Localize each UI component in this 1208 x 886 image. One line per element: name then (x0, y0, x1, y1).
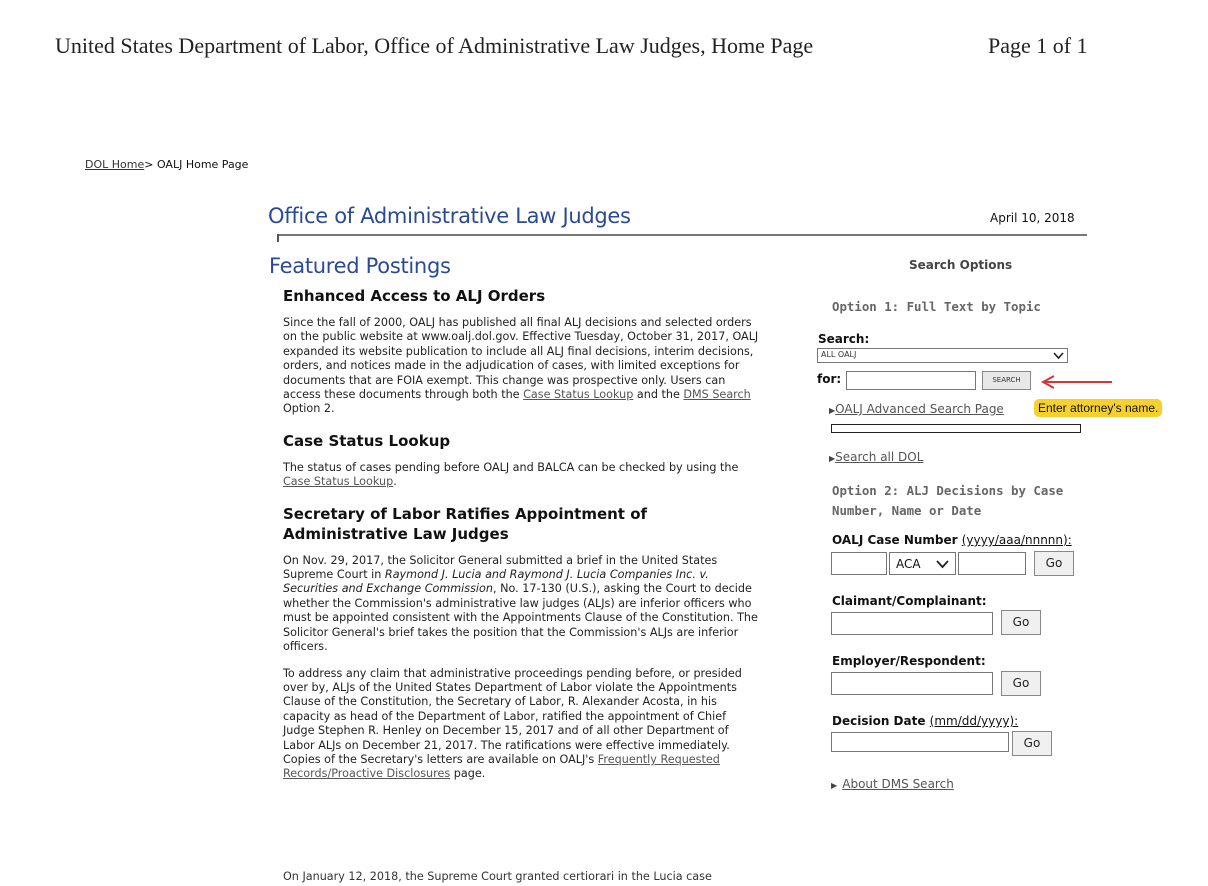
empty-bar-box (831, 424, 1081, 433)
decision-date-go-button[interactable]: Go (1012, 731, 1052, 756)
caret-right-icon: ▶ (829, 406, 836, 415)
section-text-ratification: To address any claim that administrative proceedings pending before, or presided over by, ALJs of the United States Department of Labor violate the Appointments Clause of the Constitution, the Secretary of Labor, R. Alexander Acosta, in his capacity as head of the Department of Labor, ratified the appointment of Chief Judge Stephen R. Henley on December 15, 2017 and of all other Department of Labor ALJs on December 21, 2017. The ratifications were effective immediately. Copies of the Secretary's letters are available on OALJ's Frequently Requested Records/Proactive Disclosures page. (283, 666, 742, 781)
claimant-go-button[interactable]: Go (1001, 610, 1041, 635)
employer-input[interactable] (831, 672, 993, 695)
chevron-down-icon (936, 560, 949, 569)
title-divider (277, 234, 1087, 236)
case-type-select[interactable] (889, 552, 956, 575)
page-title: Office of Administrative Law Judges (268, 204, 631, 228)
featured-postings-content (283, 286, 761, 790)
advanced-search-item (829, 398, 1004, 417)
annotation-tooltip: Enter attorney's name. (1034, 399, 1162, 417)
option-2-heading: Option 2: ALJ Decisions by Case Number, Name or Date (832, 483, 1064, 518)
claimant-label: Claimant/Complainant: (832, 594, 987, 608)
print-header-title: United States Department of Labor, Office of Administrative Law Judges, Home Page (55, 33, 814, 58)
oalj-advanced-search-link[interactable]: OALJ Advanced Search Page (835, 402, 1004, 416)
decision-date-label: Decision Date (mm/dd/yyyy): (832, 714, 1019, 728)
dms-search-link[interactable]: DMS Search (683, 388, 751, 402)
section-heading-enhanced-access: Enhanced Access to ALJ Orders (283, 287, 546, 305)
section-heading-case-status: Case Status Lookup (283, 431, 451, 450)
case-status-lookup-link-2[interactable]: Case Status Lookup (283, 475, 394, 489)
breadcrumb-current: OALJ Home Page (153, 158, 249, 171)
case-number-input[interactable] (958, 552, 1026, 575)
case-status-lookup-link[interactable]: Case Status Lookup (523, 388, 634, 402)
search-scope-value: ALL OALJ (821, 350, 857, 359)
section-text-certiorari-cutoff: On January 12, 2018, the Supreme Court granted certiorari in the Lucia case (283, 870, 712, 883)
employer-go-button[interactable]: Go (1001, 671, 1041, 696)
claimant-input[interactable] (831, 612, 993, 635)
section-text-lucia-brief: On Nov. 29, 2017, the Solicitor General submitted a brief in the United States Supreme Court in Raymond J. Lucia and Raymond J. Lucia Companies Inc. v. Securities and Exchange Commission, No. 17-130 (U.S.), asking the Court to decide whether the Commission's administrative law judges (ALJs) are inferior officers who must be appointed consistent with the Appointments Clause of the Constitution. The Solicitor General's brief takes the position that the Commission's ALJs are inferior officers. (283, 553, 758, 654)
search-all-dol-item (829, 446, 923, 465)
search-all-dol-link[interactable]: Search all DOL (835, 450, 924, 464)
case-number-go-button[interactable]: Go (1034, 551, 1074, 576)
title-divider-tick (277, 234, 279, 242)
search-scope-label: Search: (818, 332, 870, 346)
red-arrow-annotation-icon (1040, 374, 1115, 390)
breadcrumb-dol-home-link[interactable]: DOL Home (85, 158, 145, 171)
case-type-value: ACA (896, 557, 921, 571)
search-for-label: for: (817, 372, 842, 386)
employer-label: Employer/Respondent: (832, 654, 986, 668)
section-heading-secretary-ratifies: Secretary of Labor Ratifies Appointment of Administrative Law Judges (283, 504, 648, 543)
case-year-input[interactable] (831, 552, 887, 575)
featured-postings-heading: Featured Postings (269, 254, 451, 278)
page-date: April 10, 2018 (990, 211, 1075, 225)
decision-date-format: (mm/dd/yyyy): (929, 714, 1019, 728)
search-options-heading: Search Options (909, 258, 1013, 272)
caret-right-icon: ▶ (829, 454, 836, 463)
breadcrumb-separator: > (144, 158, 154, 171)
caret-right-icon: ▶ (831, 781, 838, 790)
case-number-label: OALJ Case Number (yyyy/aaa/nnnnn): (832, 533, 1072, 547)
section-text-enhanced-access: Since the fall of 2000, OALJ has published all final ALJ decisions and selected orders on the public website at www.oalj.dol.gov. Effective Tuesday, October 31, 2017, OALJ expanded its website publication to include all ALJ final decisions, interim decisions, orders, and notices made in the adjudication of cases, with limited exceptions for documents that are FOIA exempt. This change was prospective only. Users can access these documents through both the Case Status Lookup and the DMS Search Option 2. (283, 316, 759, 416)
decision-date-input[interactable] (831, 732, 1009, 752)
print-header-page-number: Page 1 of 1 (988, 33, 1088, 58)
search-scope-select[interactable] (817, 348, 1068, 363)
case-number-format: (yyyy/aaa/nnnnn): (961, 533, 1072, 547)
option-1-heading: Option 1: Full Text by Topic (832, 299, 1041, 314)
frequently-requested-records-link[interactable]: Frequently Requested Records/Proactive Disclosures (283, 752, 720, 781)
search-button[interactable]: SEARCH (982, 371, 1031, 390)
search-for-input[interactable] (846, 371, 976, 390)
chevron-down-icon (1053, 352, 1064, 360)
about-dms-search-item (831, 773, 954, 792)
about-dms-search-link[interactable]: About DMS Search (842, 777, 954, 791)
section-text-case-status: The status of cases pending before OALJ and BALCA can be checked by using the Case Status Lookup. (283, 460, 739, 489)
breadcrumb (85, 158, 248, 171)
